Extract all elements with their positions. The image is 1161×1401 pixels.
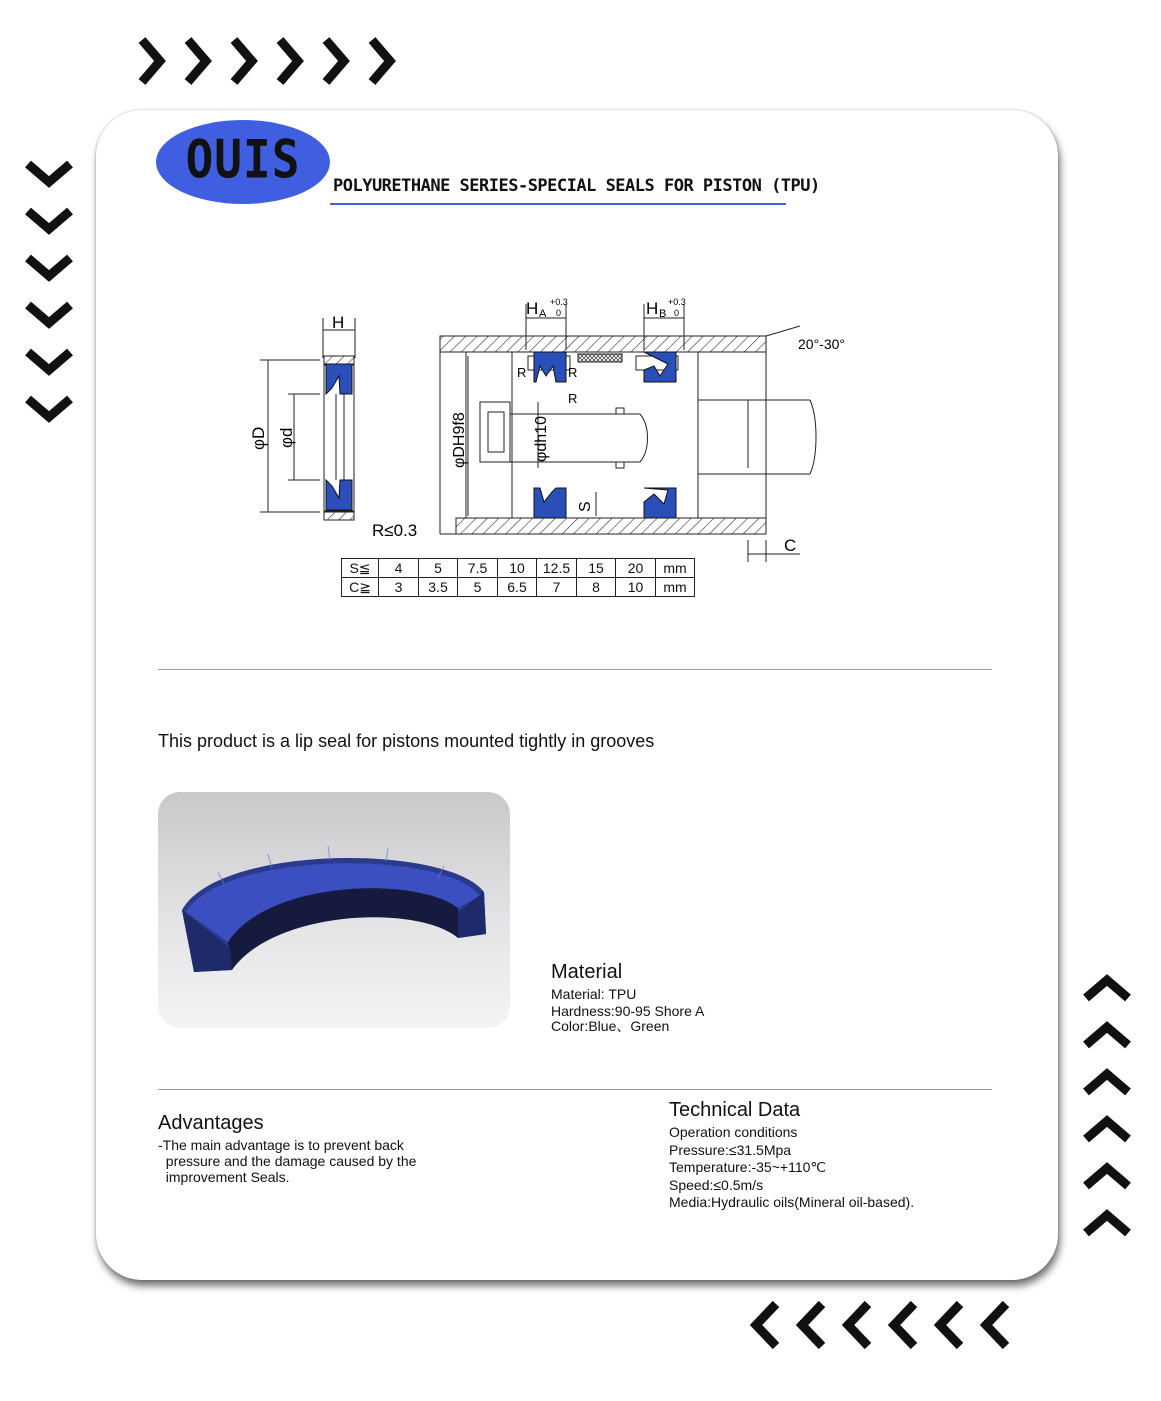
advantages-line: -The main advantage is to prevent back (158, 1137, 404, 1153)
chevron-down-icon (28, 305, 70, 323)
label-rod-diameter: φdh10 (533, 416, 550, 462)
table-cell: 8 (577, 578, 616, 597)
cylinder-assembly (440, 304, 816, 562)
advantages-line: improvement Seals. (158, 1169, 290, 1185)
label-id: φd (277, 427, 296, 448)
label-hb-tol-lower: 0 (674, 308, 680, 318)
chevron-up-icon (1086, 1027, 1128, 1045)
table-cell: 10 (616, 578, 656, 597)
chevron-down-icon (28, 399, 70, 417)
right-chevrons (1080, 968, 1136, 1244)
table-row (342, 559, 695, 578)
chevron-up-icon (1086, 1215, 1128, 1233)
material-line: Color:Blue、Green (551, 1018, 670, 1034)
label-ha-tol-upper: +0.3 (550, 297, 568, 307)
chevron-right-icon (372, 40, 390, 82)
chevron-down-icon (28, 211, 70, 229)
chevron-up-icon (1086, 1168, 1128, 1186)
advantages-line: pressure and the damage caused by the (158, 1153, 417, 1169)
table-cell: 6.5 (498, 578, 537, 597)
label-ha: H (526, 299, 539, 318)
chevron-left-icon (986, 1304, 1006, 1346)
table-row (342, 578, 695, 597)
label-radius-note: R≤0.3 (372, 521, 418, 540)
label-hb: H (646, 299, 659, 318)
chevron-left-icon (894, 1304, 914, 1346)
advantages-title: Advantages (158, 1112, 264, 1134)
chevron-right-icon (188, 40, 206, 82)
technical-line: Operation conditions (669, 1124, 798, 1140)
chevron-left-icon (756, 1304, 776, 1346)
label-c: C (784, 536, 797, 555)
label-r2: R (568, 365, 578, 380)
technical-line: Pressure:≤31.5Mpa (669, 1142, 792, 1158)
label-h: H (332, 313, 345, 332)
label-s: S (577, 501, 594, 512)
chevron-down-icon (28, 164, 70, 182)
label-hb-sub: B (659, 308, 667, 320)
top-chevrons (136, 34, 412, 90)
chevron-left-icon (802, 1304, 822, 1346)
table-cell: 5 (458, 578, 498, 597)
table-cell: 7.5 (458, 559, 498, 578)
technical-data-title: Technical Data (669, 1099, 801, 1121)
chevron-left-icon (940, 1304, 960, 1346)
label-ha-sub: A (539, 308, 547, 320)
title-underline (330, 203, 786, 205)
table-unit: mm (656, 559, 695, 578)
product-intro: This product is a lip seal for pistons mounted tightly in grooves (158, 731, 655, 751)
material-line: Material: TPU (551, 986, 637, 1002)
chevron-right-icon (326, 40, 344, 82)
label-r1: R (517, 365, 527, 380)
chevron-right-icon (142, 40, 160, 82)
label-chamfer-angle: 20°-30° (798, 336, 846, 352)
label-r3: R (568, 391, 578, 406)
bottom-chevrons (746, 1296, 1022, 1354)
chevron-left-icon (848, 1304, 868, 1346)
chevron-right-icon (234, 40, 252, 82)
chevron-up-icon (1086, 1121, 1128, 1139)
table-cell: 4 (379, 559, 419, 578)
chevron-down-icon (28, 258, 70, 276)
series-title: POLYURETHANE SERIES-SPECIAL SEALS FOR PISTON (TPU) (333, 176, 820, 196)
table-cell: 3 (379, 578, 419, 597)
brand-logo: OUIS (185, 127, 301, 191)
table-cell: 10 (498, 559, 537, 578)
table-cell: 20 (616, 559, 656, 578)
content-card (96, 110, 1058, 1280)
technical-line: Speed:≤0.5m/s (669, 1177, 764, 1193)
label-bore-diameter: φDH9f8 (451, 412, 468, 468)
chevron-up-icon (1086, 980, 1128, 998)
divider (158, 1089, 992, 1090)
chevron-up-icon (1086, 1074, 1128, 1092)
technical-line: Media:Hydraulic oils(Mineral oil-based). (669, 1194, 915, 1210)
table-cell: 7 (537, 578, 577, 597)
seal-ring-image (158, 792, 510, 1028)
row-label: C≧ (342, 578, 379, 597)
table-cell: 3.5 (419, 578, 458, 597)
spec-table (341, 558, 695, 597)
material-title: Material (551, 961, 623, 983)
label-hb-tol-upper: +0.3 (668, 297, 686, 307)
row-label: S≦ (342, 559, 379, 578)
chevron-right-icon (280, 40, 298, 82)
chevron-down-icon (28, 352, 70, 370)
divider (158, 669, 992, 670)
table-cell: 15 (577, 559, 616, 578)
table-cell: 5 (419, 559, 458, 578)
label-od: φD (249, 426, 268, 450)
product-photo (158, 792, 510, 1028)
left-chevrons (22, 156, 78, 432)
table-cell: 12.5 (537, 559, 577, 578)
installation-diagram (240, 290, 860, 580)
material-line: Hardness:90-95 Shore A (551, 1003, 705, 1019)
label-ha-tol-lower: 0 (556, 308, 562, 318)
technical-line: Temperature:-35~+110℃ (669, 1159, 827, 1175)
table-unit: mm (656, 578, 695, 597)
